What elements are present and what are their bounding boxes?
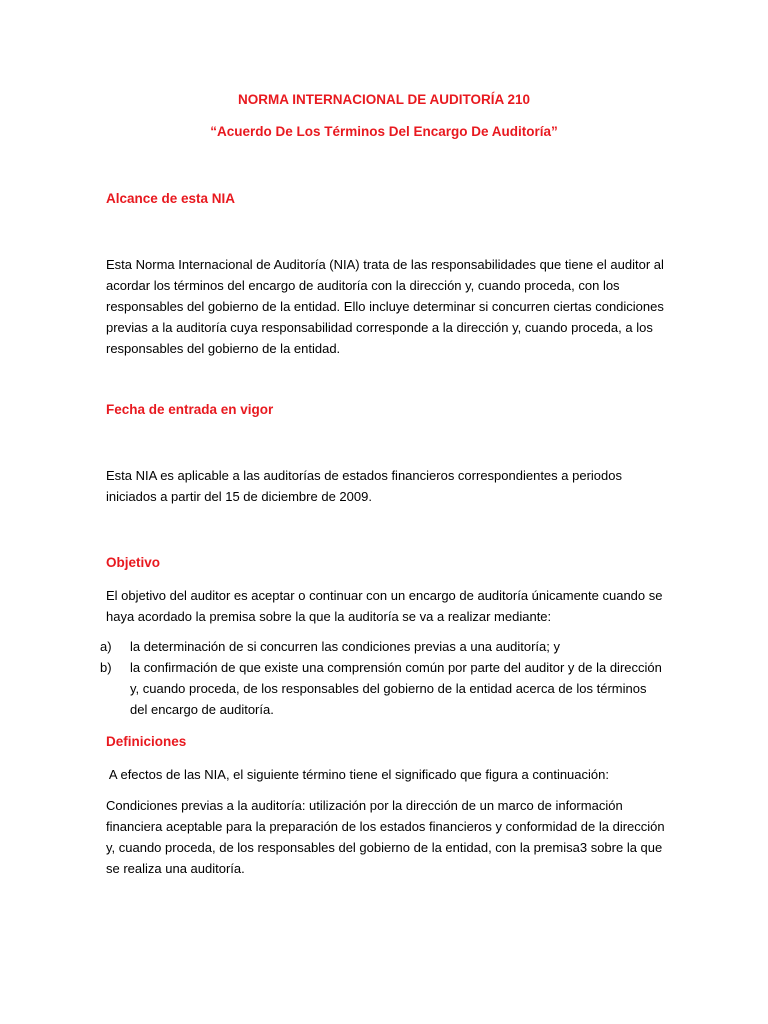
- list-item: [100, 657, 666, 720]
- document-title: NORMA INTERNACIONAL DE AUDITORÍA 210: [237, 92, 531, 107]
- section-heading-objetivo: Objetivo: [106, 555, 161, 570]
- paragraph-definiciones-intro: A efectos de las NIA, el siguiente término tiene el significado que figura a continuación:: [106, 767, 609, 782]
- objetivo-list: [100, 636, 666, 720]
- paragraph-fecha: Esta NIA es aplicable a las auditorías de estados financieros correspondientes a periodos iniciados a partir del 15 de diciembre de 2009.: [106, 468, 622, 504]
- paragraph-objetivo: El objetivo del auditor es aceptar o continuar con un encargo de auditoría únicamente cuando se haya acordado la premisa sobre la que la auditoría se va a realizar mediante:: [106, 588, 663, 624]
- section-heading-fecha: Fecha de entrada en vigor: [106, 402, 274, 417]
- list-marker: b): [100, 660, 112, 675]
- paragraph-definicion: Condiciones previas a la auditoría: utilización por la dirección de un marco de información financiera aceptable para la preparación de los estados financieros y conformidad de la dirección y, cuando proceda, de los responsables del gobierno de la entidad, con la premisa3 sobre la que se realiza una auditoría.: [106, 798, 665, 876]
- section-heading-definiciones: Definiciones: [106, 734, 187, 749]
- list-item: [100, 636, 666, 657]
- section-heading-alcance: Alcance de esta NIA: [106, 191, 236, 206]
- list-marker: a): [100, 639, 112, 654]
- document-subtitle: “Acuerdo De Los Términos Del Encargo De Auditoría”: [210, 124, 558, 139]
- list-item-text: la determinación de si concurren las condiciones previas a una auditoría; y: [130, 639, 560, 654]
- paragraph-alcance: Esta Norma Internacional de Auditoría (NIA) trata de las responsabilidades que tiene el auditor al acordar los términos del encargo de auditoría con la dirección y, cuando proceda, con los responsables del gobierno de la entidad. Ello incluye determinar si concurren ciertas condiciones previas a la auditoría cuya responsabilidad corresponde a la dirección y, cuando proceda, a los responsables del gobierno de la entidad.: [106, 257, 664, 356]
- list-item-text: la confirmación de que existe una comprensión común por parte del auditor y de la dirección y, cuando proceda, de los responsables del gobierno de la entidad acerca de los términos del encargo de auditoría.: [130, 660, 662, 717]
